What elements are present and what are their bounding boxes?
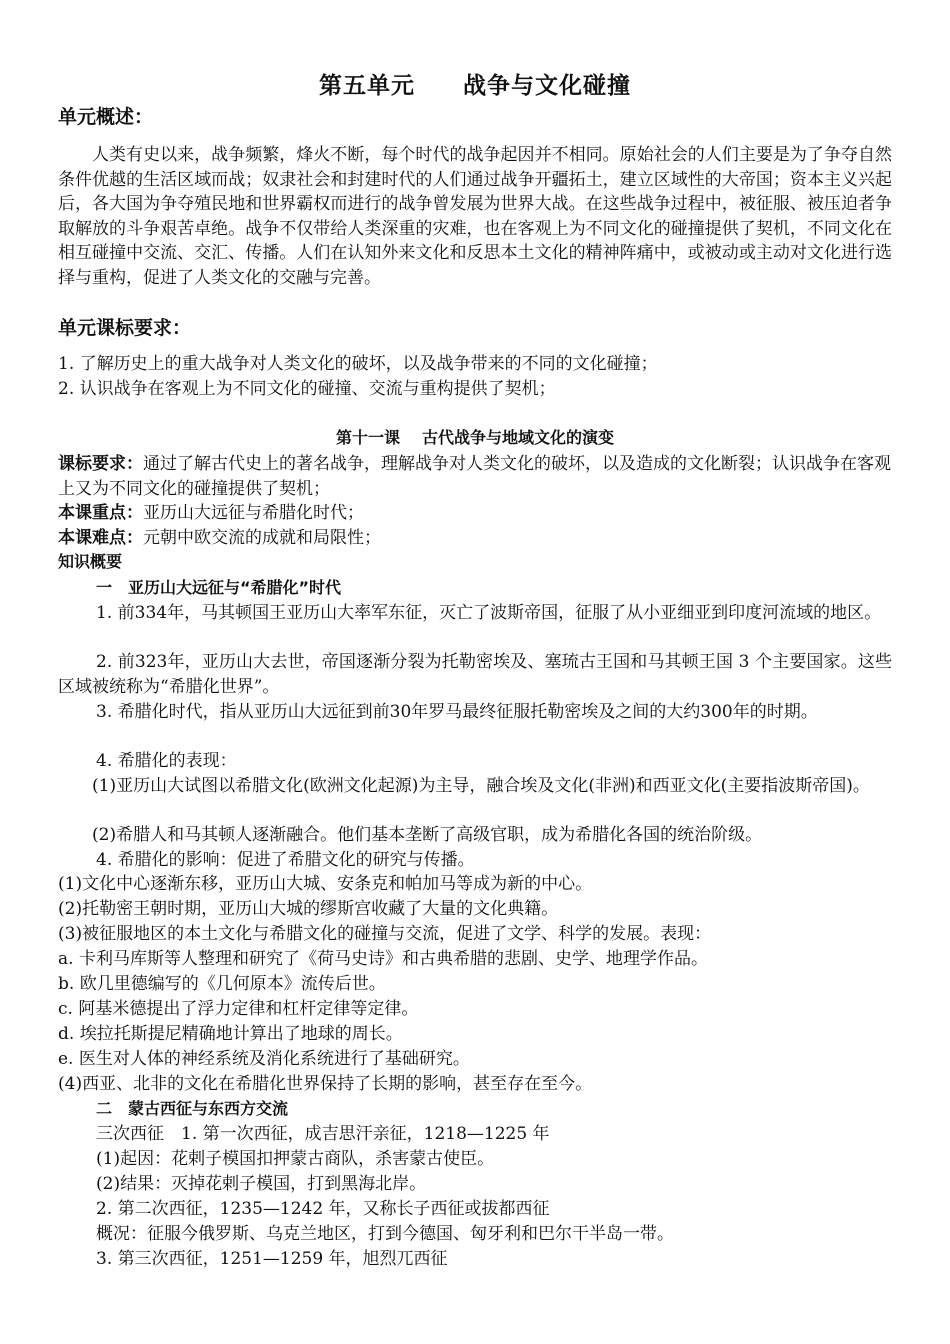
- section-1-item-c: c. 阿基米德提出了浮力定律和杠杆定律等定律。: [58, 999, 419, 1019]
- lesson-requirements: [58, 452, 892, 501]
- difficulty-label: 本课难点：: [58, 528, 143, 548]
- section-1-point-4: 4. 希腊化的表现：: [96, 751, 237, 771]
- knowledge-heading: 知识概要: [58, 552, 123, 571]
- unit-name: 战争与文化碰撞: [463, 73, 631, 99]
- section-1-item-e: e. 医生对人体的神经系统及消化系统进行了基础研究。: [58, 1049, 470, 1069]
- section-1-point-2: 2. 前323年，亚历山大去世，帝国逐渐分裂为托勒密埃及、塞琉古王国和马其顿王国 3 个主要国家。这些区域被统称为“希腊化世界”。: [58, 652, 892, 697]
- section-2-point-1-1: (1)起因：花剌子模国扣押蒙古商队，杀害蒙古使臣。: [96, 1149, 495, 1169]
- section-2-point-2: 2. 第二次西征，1235—1242 年，又称长子西征或拔都西征: [96, 1199, 550, 1219]
- section-1-point-5-2: (2)托勒密王朝时期，亚历山大城的缪斯宫收藏了大量的文化典籍。: [58, 899, 559, 919]
- lesson-difficulty: [58, 526, 381, 551]
- overview-heading: 单元概述：: [58, 106, 154, 128]
- unit-title: [0, 74, 950, 99]
- section-1-item-b: b. 欧几里德编写的《几何原本》流传后世。: [58, 974, 386, 994]
- lesson-name: 古代战争与地域文化的演变: [422, 428, 615, 447]
- section-2-point-3: 3. 第三次西征，1251—1259 年，旭烈兀西征: [96, 1249, 448, 1269]
- section-1-point-5-4: (4)西亚、北非的文化在希腊化世界保持了长期的影响，甚至存在至今。: [58, 1074, 593, 1094]
- standard-item-2: 2. 认识战争在客观上为不同文化的碰撞、交流与重构提供了契机；: [58, 379, 556, 399]
- section-1-item-a: a. 卡利马库斯等人整理和研究了《荷马史诗》和古典希腊的悲剧、史学、地理学作品。: [58, 949, 708, 969]
- section-2-title: 二 蒙古西征与东西方交流: [96, 1099, 289, 1118]
- lesson-number: 第十一课: [335, 428, 400, 447]
- section-1-point-4-1: (1)亚历山大试图以希腊文化(欧洲文化起源)为主导，融合埃及文化(非洲)和西亚文化(主要指波斯帝国)。: [92, 776, 870, 796]
- section-1-point-3: 3. 希腊化时代，指从亚历山大远征到前30年罗马最终征服托勒密埃及之间的大约300年的时期。: [96, 702, 818, 722]
- unit-number: 第五单元: [319, 73, 415, 99]
- lesson-focus: [58, 501, 364, 526]
- overview-paragraph: 人类有史以来，战争频繁，烽火不断，每个时代的战争起因并不相同。原始社会的人们主要是为了争夺自然条件优越的生活区域而战；奴隶社会和封建时代的人们通过战争开疆拓土，建立区域性的大帝国；资本主义兴起后，各大国为争夺殖民地和世界霸权而进行的战争曾发展为世界大战。在这些战争过程中，被征服、被压迫者争取解放的斗争艰苦卓绝。战争不仅带给人类深重的灾难，也在客观上为不同文化的碰撞提供了契机，不同文化在相互碰撞中交流、交汇、传播。人们在认知外来文化和反思本土文化的精神阵痛中，或被动或主动对文化进行选择与重构，促进了人类文化的交融与完善。: [58, 145, 892, 288]
- section-1-point-1: 1. 前334年，马其顿国王亚历山大率军东征，灭亡了波斯帝国，征服了从小亚细亚到印度河流域的地区。: [96, 603, 882, 623]
- lesson-title: [0, 426, 950, 451]
- standards-heading: 单元课标要求：: [58, 317, 192, 339]
- requirements-label: 课标要求：: [58, 454, 143, 474]
- section-1-point-5-1: (1)文化中心逐渐东移，亚历山大城、安条克和帕加马等成为新的中心。: [58, 874, 593, 894]
- section-1-point-4-2: (2)希腊人和马其顿人逐渐融合。他们基本垄断了高级官职，成为希腊化各国的统治阶级。: [92, 825, 763, 845]
- section-1-title: 一 亚历山大远征与“希腊化”时代: [96, 578, 342, 597]
- difficulty-text: 元朝中欧交流的成就和局限性；: [143, 528, 381, 548]
- requirements-text: 通过了解古代史上的著名战争，理解战争对人类文化的破坏，以及造成的文化断裂；认识战争在客观上又为不同文化的碰撞提供了契机；: [58, 454, 891, 499]
- section-2-point-1: 三次西征 1. 第一次西征，成吉思汗亲征，1218—1225 年: [96, 1124, 550, 1144]
- section-2-point-1-2: (2)结果：灭掉花剌子模国，打到黑海北岸。: [96, 1174, 427, 1194]
- section-1-item-d: d. 埃拉托斯提尼精确地计算出了地球的周长。: [58, 1024, 403, 1044]
- focus-label: 本课重点：: [58, 503, 143, 523]
- section-1-point-5-3: (3)被征服地区的本土文化与希腊文化的碰撞与交流，促进了文学、科学的发展。表现：: [58, 924, 712, 944]
- focus-text: 亚历山大远征与希腊化时代；: [143, 503, 364, 523]
- section-2-point-2-1: 概况：征服今俄罗斯、乌克兰地区，打到今德国、匈牙利和巴尔干半岛一带。: [96, 1224, 674, 1244]
- section-1-point-5: 4. 希腊化的影响：促进了希腊文化的研究与传播。: [96, 850, 475, 870]
- standard-item-1: 1. 了解历史上的重大战争对人类文化的破坏，以及战争带来的不同的文化碰撞；: [58, 354, 658, 374]
